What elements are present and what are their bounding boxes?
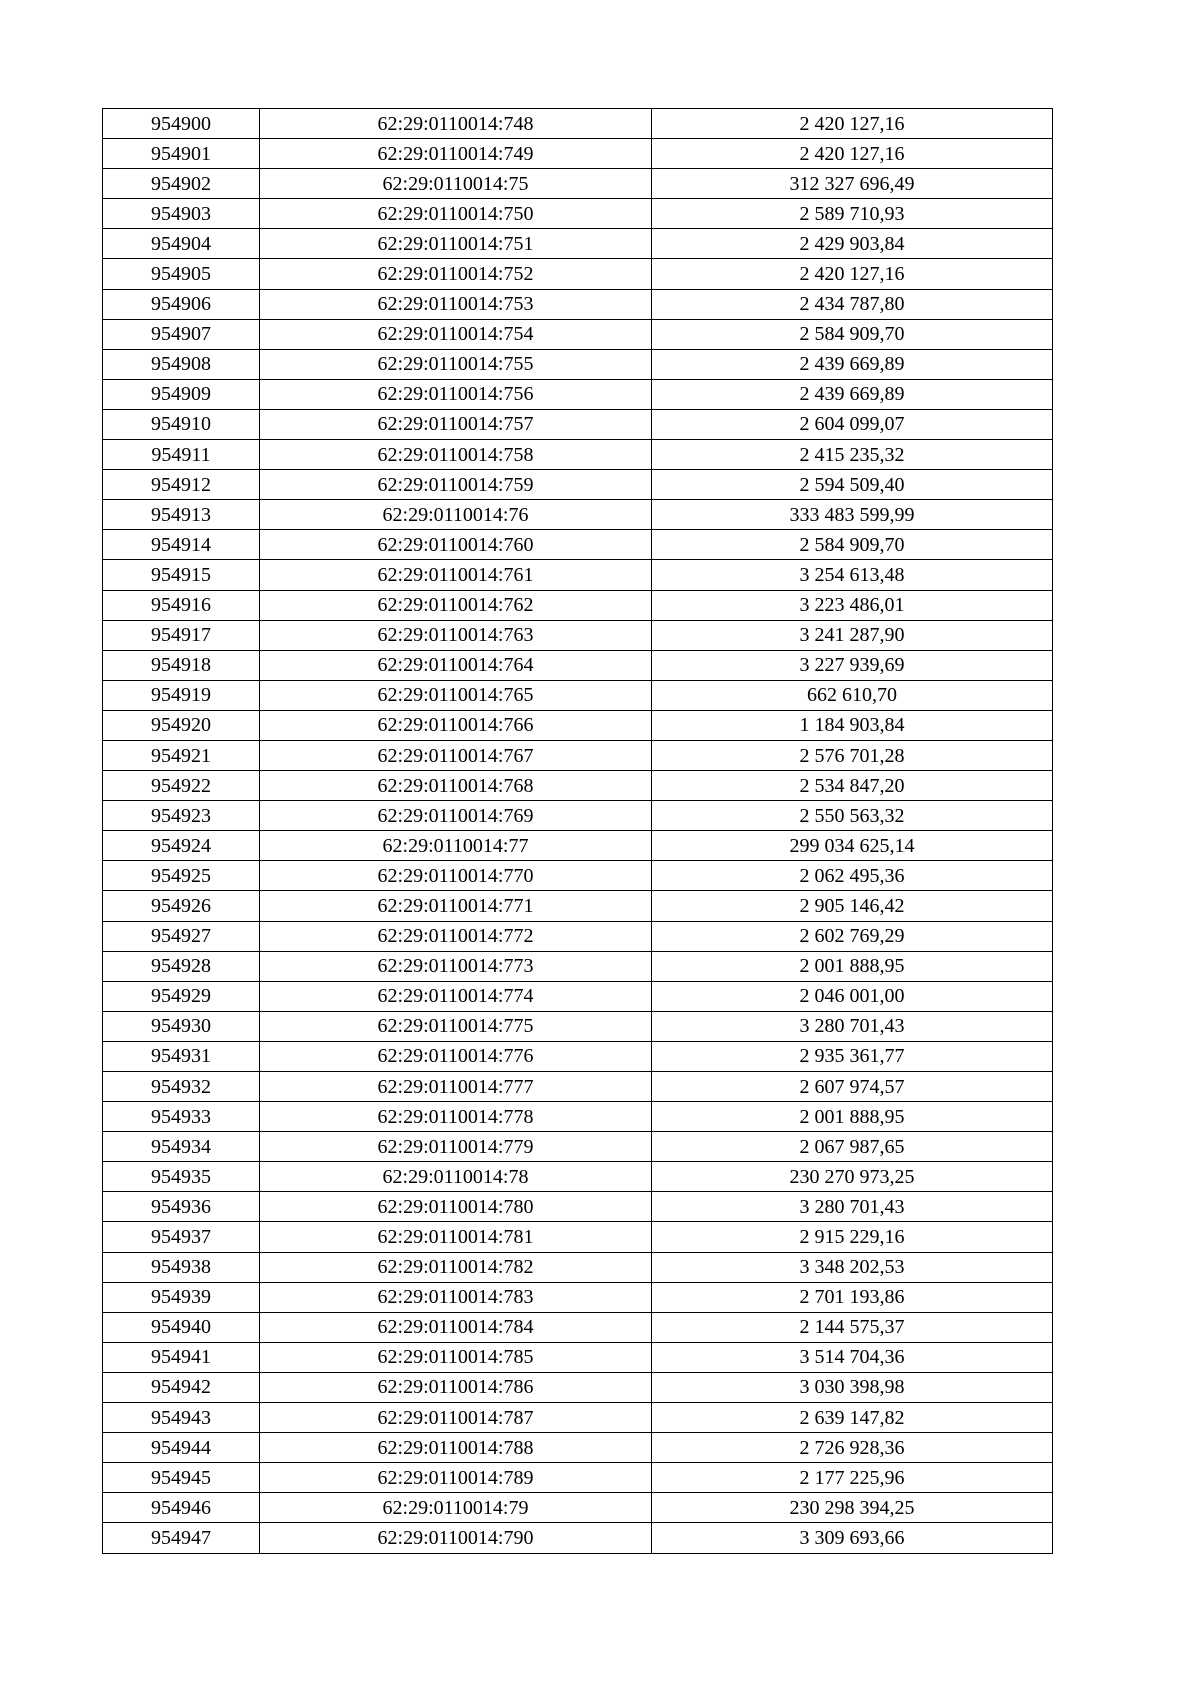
- row-number-cell: 954900: [103, 109, 260, 139]
- row-number-cell: 954906: [103, 289, 260, 319]
- table-row: [103, 1372, 1053, 1402]
- table-row: [103, 470, 1053, 500]
- table-row: [103, 1162, 1053, 1192]
- row-number-cell: 954946: [103, 1493, 260, 1523]
- cadastral-value-cell: 662 610,70: [652, 680, 1053, 710]
- cadastral-value-cell: 2 576 701,28: [652, 740, 1053, 770]
- cadastral-number-cell: 62:29:0110014:750: [260, 199, 652, 229]
- cadastral-value-cell: 2 915 229,16: [652, 1222, 1053, 1252]
- row-number-cell: 954934: [103, 1132, 260, 1162]
- cadastral-value-cell: 2 589 710,93: [652, 199, 1053, 229]
- cadastral-number-cell: 62:29:0110014:774: [260, 981, 652, 1011]
- row-number-cell: 954903: [103, 199, 260, 229]
- cadastral-value-cell: 333 483 599,99: [652, 500, 1053, 530]
- table-row: [103, 1041, 1053, 1071]
- row-number-cell: 954902: [103, 169, 260, 199]
- row-number-cell: 954947: [103, 1523, 260, 1553]
- row-number-cell: 954922: [103, 771, 260, 801]
- table-row: [103, 650, 1053, 680]
- cadastral-value-cell: 2 905 146,42: [652, 891, 1053, 921]
- cadastral-number-cell: 62:29:0110014:751: [260, 229, 652, 259]
- cadastral-value-cell: 2 602 769,29: [652, 921, 1053, 951]
- row-number-cell: 954923: [103, 801, 260, 831]
- table-row: [103, 831, 1053, 861]
- cadastral-number-cell: 62:29:0110014:784: [260, 1312, 652, 1342]
- cadastral-number-cell: 62:29:0110014:759: [260, 470, 652, 500]
- table-row: [103, 1312, 1053, 1342]
- cadastral-value-cell: 230 270 973,25: [652, 1162, 1053, 1192]
- row-number-cell: 954901: [103, 139, 260, 169]
- table-row: [103, 1493, 1053, 1523]
- cadastral-number-cell: 62:29:0110014:757: [260, 409, 652, 439]
- cadastral-value-cell: 2 420 127,16: [652, 139, 1053, 169]
- table-row: [103, 349, 1053, 379]
- cadastral-value-cell: 2 177 225,96: [652, 1463, 1053, 1493]
- cadastral-number-cell: 62:29:0110014:777: [260, 1072, 652, 1102]
- cadastral-number-cell: 62:29:0110014:785: [260, 1342, 652, 1372]
- row-number-cell: 954932: [103, 1072, 260, 1102]
- cadastral-value-cell: 2 046 001,00: [652, 981, 1053, 1011]
- row-number-cell: 954941: [103, 1342, 260, 1372]
- cadastral-number-cell: 62:29:0110014:761: [260, 560, 652, 590]
- row-number-cell: 954926: [103, 891, 260, 921]
- cadastral-number-cell: 62:29:0110014:790: [260, 1523, 652, 1553]
- cadastral-number-cell: 62:29:0110014:76: [260, 500, 652, 530]
- cadastral-number-cell: 62:29:0110014:780: [260, 1192, 652, 1222]
- table-row: [103, 981, 1053, 1011]
- cadastral-number-cell: 62:29:0110014:775: [260, 1011, 652, 1041]
- cadastral-value-cell: 3 514 704,36: [652, 1342, 1053, 1372]
- cadastral-value-cell: 299 034 625,14: [652, 831, 1053, 861]
- row-number-cell: 954913: [103, 500, 260, 530]
- table-row: [103, 861, 1053, 891]
- row-number-cell: 954938: [103, 1252, 260, 1282]
- cadastral-value-cell: 2 726 928,36: [652, 1433, 1053, 1463]
- cadastral-value-table: [102, 108, 1053, 1554]
- cadastral-value-cell: 3 348 202,53: [652, 1252, 1053, 1282]
- cadastral-value-cell: 2 604 099,07: [652, 409, 1053, 439]
- row-number-cell: 954919: [103, 680, 260, 710]
- cadastral-number-cell: 62:29:0110014:768: [260, 771, 652, 801]
- cadastral-number-cell: 62:29:0110014:764: [260, 650, 652, 680]
- row-number-cell: 954912: [103, 470, 260, 500]
- table-row: [103, 590, 1053, 620]
- cadastral-value-cell: 1 184 903,84: [652, 710, 1053, 740]
- table-row: [103, 1102, 1053, 1132]
- cadastral-number-cell: 62:29:0110014:789: [260, 1463, 652, 1493]
- row-number-cell: 954917: [103, 620, 260, 650]
- row-number-cell: 954933: [103, 1102, 260, 1132]
- row-number-cell: 954925: [103, 861, 260, 891]
- cadastral-number-cell: 62:29:0110014:755: [260, 349, 652, 379]
- table-row: [103, 771, 1053, 801]
- cadastral-number-cell: 62:29:0110014:767: [260, 740, 652, 770]
- table-row: [103, 530, 1053, 560]
- cadastral-value-cell: 2 144 575,37: [652, 1312, 1053, 1342]
- cadastral-value-cell: 2 550 563,32: [652, 801, 1053, 831]
- row-number-cell: 954905: [103, 259, 260, 289]
- cadastral-number-cell: 62:29:0110014:79: [260, 1493, 652, 1523]
- table-row: [103, 801, 1053, 831]
- cadastral-number-cell: 62:29:0110014:760: [260, 530, 652, 560]
- table-row: [103, 1523, 1053, 1553]
- cadastral-value-cell: 2 429 903,84: [652, 229, 1053, 259]
- table-row: [103, 951, 1053, 981]
- cadastral-number-cell: 62:29:0110014:786: [260, 1372, 652, 1402]
- cadastral-value-cell: 2 434 787,80: [652, 289, 1053, 319]
- cadastral-value-cell: 3 280 701,43: [652, 1192, 1053, 1222]
- table-row: [103, 109, 1053, 139]
- cadastral-number-cell: 62:29:0110014:781: [260, 1222, 652, 1252]
- cadastral-number-cell: 62:29:0110014:748: [260, 109, 652, 139]
- table-row: [103, 1222, 1053, 1252]
- row-number-cell: 954907: [103, 319, 260, 349]
- row-number-cell: 954904: [103, 229, 260, 259]
- table-body: [103, 109, 1053, 1554]
- cadastral-value-cell: 2 584 909,70: [652, 319, 1053, 349]
- cadastral-value-cell: 2 439 669,89: [652, 379, 1053, 409]
- cadastral-value-cell: 2 001 888,95: [652, 1102, 1053, 1132]
- cadastral-value-cell: 2 001 888,95: [652, 951, 1053, 981]
- table-row: [103, 500, 1053, 530]
- table-row: [103, 891, 1053, 921]
- cadastral-number-cell: 62:29:0110014:772: [260, 921, 652, 951]
- row-number-cell: 954914: [103, 530, 260, 560]
- table-row: [103, 680, 1053, 710]
- cadastral-value-cell: 3 254 613,48: [652, 560, 1053, 590]
- row-number-cell: 954910: [103, 409, 260, 439]
- row-number-cell: 954924: [103, 831, 260, 861]
- cadastral-value-cell: 230 298 394,25: [652, 1493, 1053, 1523]
- cadastral-number-cell: 62:29:0110014:77: [260, 831, 652, 861]
- table-row: [103, 289, 1053, 319]
- table-row: [103, 1072, 1053, 1102]
- row-number-cell: 954931: [103, 1041, 260, 1071]
- cadastral-value-cell: 2 701 193,86: [652, 1282, 1053, 1312]
- cadastral-number-cell: 62:29:0110014:771: [260, 891, 652, 921]
- table-row: [103, 1282, 1053, 1312]
- cadastral-number-cell: 62:29:0110014:769: [260, 801, 652, 831]
- table-row: [103, 199, 1053, 229]
- row-number-cell: 954940: [103, 1312, 260, 1342]
- cadastral-value-cell: 2 439 669,89: [652, 349, 1053, 379]
- table-row: [103, 440, 1053, 470]
- table-row: [103, 409, 1053, 439]
- row-number-cell: 954943: [103, 1403, 260, 1433]
- cadastral-value-cell: 2 594 509,40: [652, 470, 1053, 500]
- cadastral-value-cell: 2 420 127,16: [652, 259, 1053, 289]
- cadastral-value-cell: 3 030 398,98: [652, 1372, 1053, 1402]
- table-row: [103, 740, 1053, 770]
- cadastral-number-cell: 62:29:0110014:758: [260, 440, 652, 470]
- row-number-cell: 954916: [103, 590, 260, 620]
- row-number-cell: 954915: [103, 560, 260, 590]
- cadastral-number-cell: 62:29:0110014:778: [260, 1102, 652, 1132]
- row-number-cell: 954911: [103, 440, 260, 470]
- row-number-cell: 954929: [103, 981, 260, 1011]
- row-number-cell: 954928: [103, 951, 260, 981]
- row-number-cell: 954935: [103, 1162, 260, 1192]
- table-row: [103, 259, 1053, 289]
- row-number-cell: 954909: [103, 379, 260, 409]
- table-row: [103, 1011, 1053, 1041]
- cadastral-number-cell: 62:29:0110014:776: [260, 1041, 652, 1071]
- row-number-cell: 954908: [103, 349, 260, 379]
- cadastral-number-cell: 62:29:0110014:752: [260, 259, 652, 289]
- cadastral-number-cell: 62:29:0110014:762: [260, 590, 652, 620]
- table-row: [103, 319, 1053, 349]
- row-number-cell: 954944: [103, 1433, 260, 1463]
- cadastral-number-cell: 62:29:0110014:765: [260, 680, 652, 710]
- cadastral-value-cell: 3 223 486,01: [652, 590, 1053, 620]
- cadastral-number-cell: 62:29:0110014:78: [260, 1162, 652, 1192]
- cadastral-value-cell: 2 062 495,36: [652, 861, 1053, 891]
- cadastral-number-cell: 62:29:0110014:779: [260, 1132, 652, 1162]
- table-row: [103, 1342, 1053, 1372]
- cadastral-number-cell: 62:29:0110014:749: [260, 139, 652, 169]
- cadastral-number-cell: 62:29:0110014:763: [260, 620, 652, 650]
- row-number-cell: 954939: [103, 1282, 260, 1312]
- row-number-cell: 954920: [103, 710, 260, 740]
- row-number-cell: 954937: [103, 1222, 260, 1252]
- table-row: [103, 229, 1053, 259]
- cadastral-number-cell: 62:29:0110014:770: [260, 861, 652, 891]
- cadastral-number-cell: 62:29:0110014:766: [260, 710, 652, 740]
- cadastral-value-cell: 3 280 701,43: [652, 1011, 1053, 1041]
- row-number-cell: 954918: [103, 650, 260, 680]
- table-row: [103, 1192, 1053, 1222]
- row-number-cell: 954930: [103, 1011, 260, 1041]
- table-row: [103, 710, 1053, 740]
- table-row: [103, 139, 1053, 169]
- cadastral-number-cell: 62:29:0110014:75: [260, 169, 652, 199]
- table-row: [103, 1403, 1053, 1433]
- cadastral-number-cell: 62:29:0110014:783: [260, 1282, 652, 1312]
- cadastral-value-cell: 2 534 847,20: [652, 771, 1053, 801]
- cadastral-number-cell: 62:29:0110014:788: [260, 1433, 652, 1463]
- table-row: [103, 169, 1053, 199]
- cadastral-value-cell: 2 639 147,82: [652, 1403, 1053, 1433]
- cadastral-value-cell: 2 607 974,57: [652, 1072, 1053, 1102]
- cadastral-value-cell: 2 584 909,70: [652, 530, 1053, 560]
- cadastral-number-cell: 62:29:0110014:782: [260, 1252, 652, 1282]
- table-row: [103, 379, 1053, 409]
- row-number-cell: 954942: [103, 1372, 260, 1402]
- row-number-cell: 954927: [103, 921, 260, 951]
- row-number-cell: 954945: [103, 1463, 260, 1493]
- cadastral-value-cell: 3 241 287,90: [652, 620, 1053, 650]
- cadastral-number-cell: 62:29:0110014:754: [260, 319, 652, 349]
- table-row: [103, 1132, 1053, 1162]
- cadastral-value-cell: 2 415 235,32: [652, 440, 1053, 470]
- cadastral-value-cell: 312 327 696,49: [652, 169, 1053, 199]
- cadastral-number-cell: 62:29:0110014:756: [260, 379, 652, 409]
- cadastral-number-cell: 62:29:0110014:773: [260, 951, 652, 981]
- table-row: [103, 1252, 1053, 1282]
- cadastral-number-cell: 62:29:0110014:753: [260, 289, 652, 319]
- cadastral-value-cell: 3 309 693,66: [652, 1523, 1053, 1553]
- table-row: [103, 620, 1053, 650]
- table-row: [103, 560, 1053, 590]
- table-row: [103, 1463, 1053, 1493]
- cadastral-number-cell: 62:29:0110014:787: [260, 1403, 652, 1433]
- cadastral-value-cell: 2 067 987,65: [652, 1132, 1053, 1162]
- cadastral-value-cell: 2 935 361,77: [652, 1041, 1053, 1071]
- table-row: [103, 1433, 1053, 1463]
- cadastral-value-cell: 2 420 127,16: [652, 109, 1053, 139]
- row-number-cell: 954936: [103, 1192, 260, 1222]
- cadastral-value-cell: 3 227 939,69: [652, 650, 1053, 680]
- table-row: [103, 921, 1053, 951]
- row-number-cell: 954921: [103, 740, 260, 770]
